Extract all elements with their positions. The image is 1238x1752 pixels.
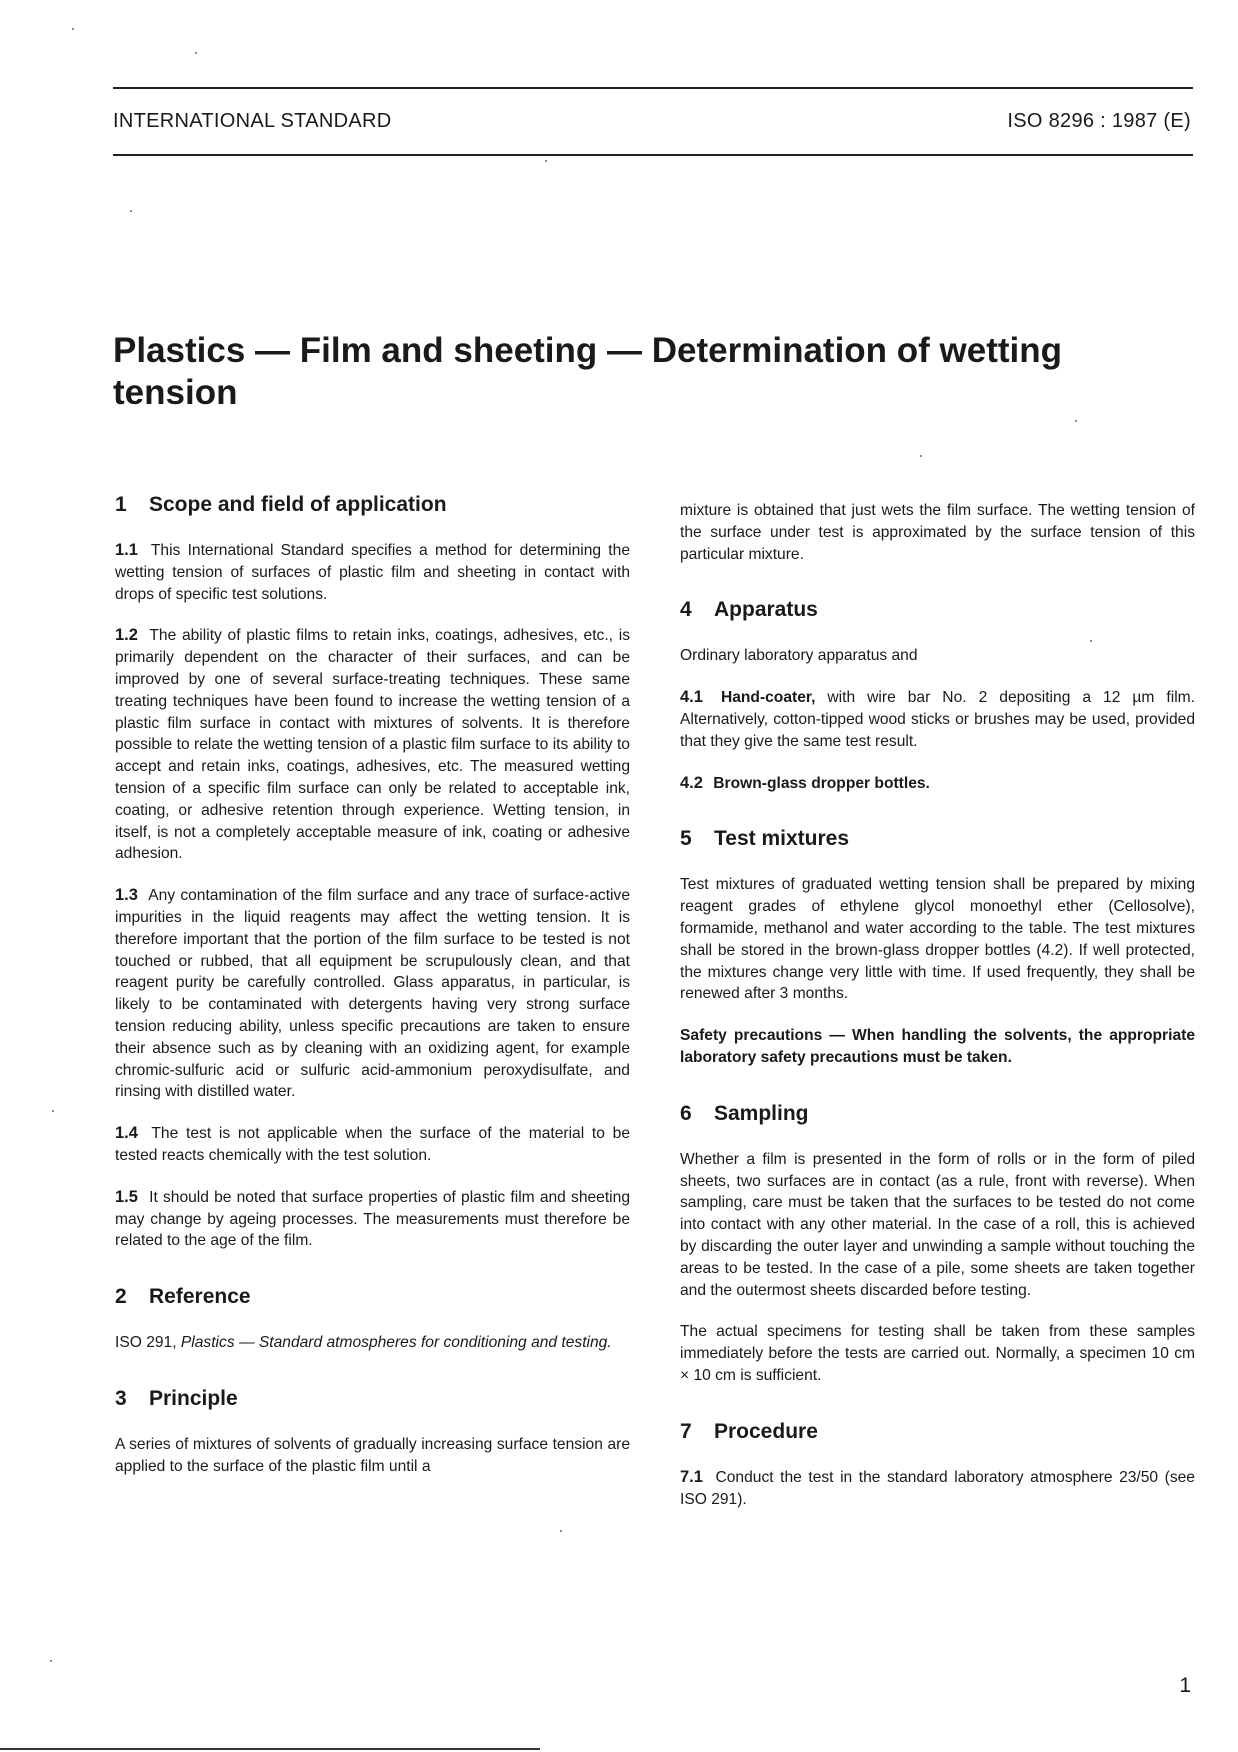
section-7-heading [680, 1419, 1195, 1445]
scan-speck [52, 1110, 54, 1112]
scan-speck [920, 455, 922, 457]
scan-speck [1075, 420, 1077, 422]
reference-title: Plastics — Standard atmospheres for conditioning and testing. [180, 1334, 612, 1352]
scan-speck [560, 1530, 562, 1532]
right-column [680, 500, 1195, 1530]
scan-speck [1090, 640, 1092, 642]
section-number: 1 [115, 493, 127, 516]
page-number: 1 [1179, 1674, 1191, 1697]
apparatus-intro: Ordinary laboratory apparatus and [680, 647, 918, 665]
section-title: Principle [149, 1386, 238, 1410]
clause-number: 4.2 [680, 773, 703, 792]
sampling-paragraph-2: The actual specimens for testing shall be taken from these samples immediately before the tests are carried out. Normally, a specimen 10 cm × 10 cm is sufficient. [680, 1323, 1195, 1384]
section-title: Procedure [714, 1419, 818, 1443]
header-standard-type: INTERNATIONAL STANDARD [113, 110, 392, 132]
clause-label: Hand-coater, [720, 689, 816, 707]
header-rule-bottom [113, 154, 1193, 156]
clause-7-1 [680, 1467, 1195, 1511]
clause-4-1 [680, 687, 1195, 752]
scan-speck [72, 28, 74, 30]
clause-label: Brown-glass dropper bottles. [713, 774, 930, 792]
document-title: Plastics — Film and sheeting — Determination of wetting tension [113, 331, 1063, 412]
clause-number: 1.2 [115, 626, 138, 645]
clause-4-2 [680, 773, 1195, 795]
clause-text: with wire bar No. 2 depositing a 12 µm film. Alternatively, cotton-tipped wood sticks or brushes may be used, provided that they give the same test result. [680, 689, 1195, 750]
section-number: 7 [680, 1419, 692, 1443]
clause-number: 1.3 [115, 886, 138, 905]
scan-speck [195, 52, 197, 54]
section-2-heading [115, 1284, 630, 1310]
principle-text-part-2: mixture is obtained that just wets the film surface. The wetting tension of the surface under test is approximated by the surface tension of this particular mixture. [680, 502, 1195, 563]
section-3-heading [115, 1386, 630, 1412]
clause-text: The ability of plastic films to retain inks, coatings, adhesives, etc., is primarily dependent on the character of their surfaces, and can be improved by one of several surface-treating techniques. These same treating techniques have been found to increase the wetting tension of a plastic film surface in contact with mixtures of solvents. It is therefore possible to relate the wetting tension of a plastic film surface to its ability to accept and retain inks, coatings, adhesives, etc. The measured wetting tension of a specific film surface can only be related to acceptable ink, coating, or adhesive retention through experience. Wetting tension, in itself, is not a completely acceptable measure of ink, coating or adhesive adhesion. [115, 627, 630, 863]
section-1-heading [115, 492, 630, 518]
section-title: Apparatus [714, 598, 818, 622]
section-title: Scope and field of application [149, 493, 447, 516]
safety-precautions: Safety precautions — When handling the solvents, the appropriate laboratory safety precautions must be taken. [680, 1027, 1195, 1066]
clause-text: It should be noted that surface properties of plastic film and sheeting may change by ageing processes. The measurements must therefore be related to the age of the film. [115, 1188, 630, 1250]
clause-text: This International Standard specifies a method for determining the wetting tension of surfaces of plastic film and sheeting in contact with drops of specific test solutions. [115, 542, 630, 603]
scan-edge-line [0, 1748, 540, 1750]
principle-text-part-1: A series of mixtures of solvents of gradually increasing surface tension are applied to the surface of the plastic film until a [115, 1435, 630, 1475]
section-title: Sampling [714, 1101, 809, 1125]
section-4-heading [680, 597, 1195, 623]
clause-number: 7.1 [680, 1467, 703, 1486]
clause-1-1 [115, 540, 630, 605]
clause-1-4 [115, 1123, 630, 1167]
section-title: Reference [149, 1285, 251, 1309]
clause-text: Any contamination of the film surface and any trace of surface-active impurities in the liquid reagents may affect the wetting tension. It is therefore important that the portion of the film surface to be tested is not touched or rubbed, that all equipment be scrupulously clean, and that reagent purity be carefully controlled. Glass apparatus, in particular, is likely to be contaminated with detergents having very strong surface tension reducing ability, unless specific precautions are taken to ensure their absence such as by cleaning with an oxidizing agent, for example chromic-sulfuric acid or sulfuric acid-ammonium peroxydisulfate, and rinsing with distilled water. [115, 887, 630, 1101]
section-number: 6 [680, 1101, 692, 1125]
clause-number: 4.1 [680, 688, 703, 707]
clause-number: 1.4 [115, 1124, 138, 1143]
sampling-paragraph-1: Whether a film is presented in the form of rolls or in the form of piled sheets, two surfaces are in contact (as a rule, front with reverse). When sampling, care must be taken that the surfaces to be tested do not come into contact with any other material. In the case of a roll, this is achieved by discarding the outer layer and unwinding a sample without touching the areas to be tested. In the case of a pile, some sheets are taken together and the outermost sheets discarded before testing. [680, 1150, 1195, 1299]
section-title: Test mixtures [714, 827, 849, 851]
section-number: 2 [115, 1285, 127, 1309]
clause-text: Conduct the test in the standard laboratory atmosphere 23/50 (see ISO 291). [680, 1468, 1195, 1508]
clause-1-2 [115, 625, 630, 865]
reference-code: ISO 291, [115, 1334, 177, 1352]
clause-number: 1.5 [115, 1187, 138, 1206]
header-document-number: ISO 8296 : 1987 (E) [1007, 110, 1191, 132]
clause-number: 1.1 [115, 541, 138, 559]
section-5-heading [680, 826, 1195, 852]
clause-1-5 [115, 1187, 630, 1252]
scan-speck [545, 160, 547, 162]
section-6-heading [680, 1101, 1195, 1127]
section-number: 4 [680, 598, 692, 622]
header-rule-top [113, 87, 1193, 89]
scan-speck [130, 210, 132, 212]
section-number: 3 [115, 1386, 127, 1410]
left-column [115, 492, 630, 1498]
test-mixtures-text: Test mixtures of graduated wetting tension shall be prepared by mixing reagent grades of ethylene glycol monoethyl ether (Cellosolve), formamide, methanol and water according to the table. The test mixtures shall be stored in the brown-glass dropper bottles (4.2). If well protected, the mixtures change very little with time. If used frequently, they shall be renewed after 3 months. [680, 876, 1195, 1003]
clause-1-3 [115, 885, 630, 1103]
clause-text: The test is not applicable when the surface of the material to be tested reacts chemically with the test solution. [115, 1125, 630, 1164]
scan-speck [50, 1660, 52, 1662]
reference-entry [115, 1332, 630, 1354]
section-number: 5 [680, 827, 692, 851]
